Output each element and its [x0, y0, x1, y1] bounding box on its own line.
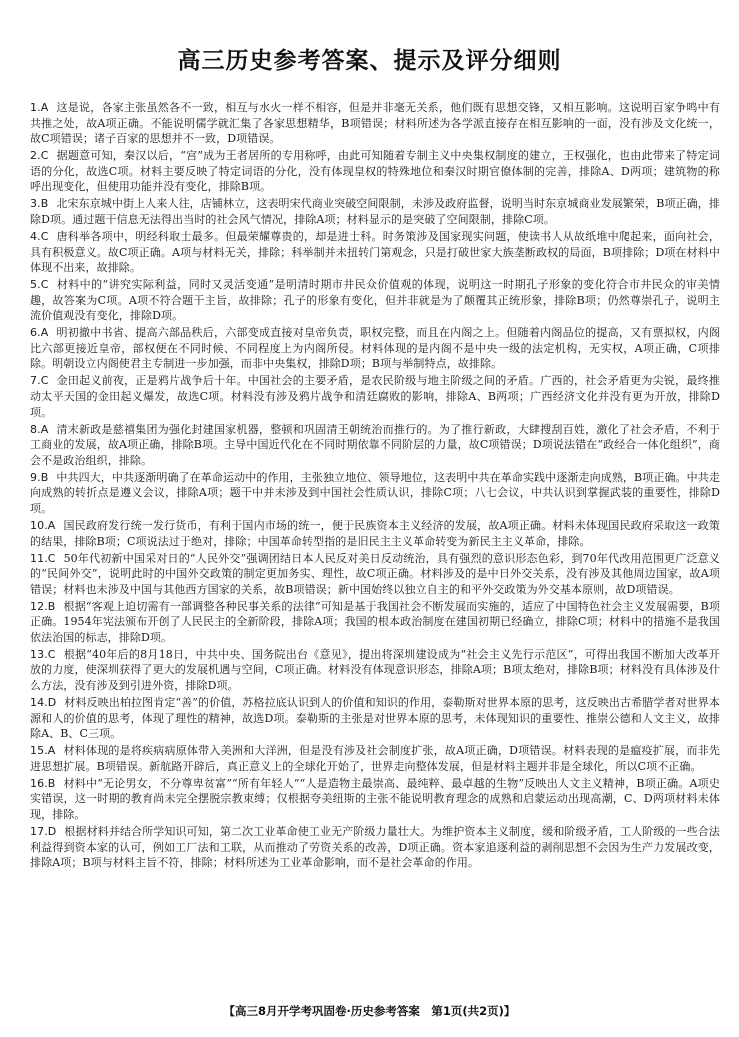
answer-letter: C: [47, 551, 56, 565]
answer-explanation: 据题意可知，秦汉以后，“宫”成为王者居所的专用称呼，由此可知随着专制主义中央集权制度的建立，王权强化，也由此带来了特定词语的分化，故选C项。材料主要反映了特定词语的分化，没有体现皇权的特殊地位和秦汉时期官僚体制的完善，排除A、D两项；建筑物的称呼出现变化，但使用功能并没有变化，排除B项。: [30, 149, 720, 194]
answer-item: [30, 148, 720, 195]
answer-explanation: 50年代初新中国采对日的“人民外交”强调团结日本人民反对美日反动统治，具有强烈的意识形态色彩，到70年代改用范围更广泛意义的“民间外交”，说明此时的中国外交政策的制定更加务实、理性，故C项正确。材料涉及的是中日外交关系，没有涉及其他周边国家，故A项错误；材料也未涉及中国与其他西方国家的关系，故B项错误；新中国始终以独立自主的和平外交政策为外交基本原则，故D项错误。: [30, 551, 720, 596]
question-number: 7.: [30, 374, 41, 388]
answer-explanation: 材料反映出柏拉图肯定“善”的价值，苏格拉底认识到人的价值和知识的作用，泰勒斯对世界本原的思考，这反映出古希腊学者对世界本源和人的价值的思考，体现了理性的精神，故选D项。泰勒斯的主张是对世界本原的思考，未体现知识的重要性、推崇公德和人文主义，故排除A、B、C三项。: [30, 696, 720, 741]
answer-explanation: 材料中“无论男女，不分尊卑贫富”“所有年轻人”“人是造物主最崇高、最纯粹、最卓越的生物”反映出人文主义精神，B项正确。A项史实错误，这一时期的教育尚未完全摆脱宗教束缚；仅根据夸美纽斯的主张不能说明教育理念的成熟和启蒙运动出现高潮，C、D两项材料未体现，排除。: [30, 776, 720, 821]
question-number: 1.: [30, 101, 41, 114]
answer-item: [30, 373, 720, 420]
question-number: 13.: [30, 647, 48, 661]
answer-item: [30, 647, 720, 694]
answer-explanation: 唐科举各项中，明经科取士最多。但最荣耀尊贵的，却是进士科。时务策涉及国家现实问题，使读书人从故纸堆中爬起来，面向社会，具有积极意义。故C项正确。A项与材料无关，排除；科举制并未扭转门第观念，只是打破世家大族垄断政权的局面，B项排除；D项在材料中体现不出来，故排除。: [30, 229, 720, 275]
question-number: 2.: [30, 149, 41, 163]
question-number: 17.: [30, 824, 48, 838]
answer-explanation: 国民政府发行统一发行货币，有利于国内市场的统一，便于民族资本主义经济的发展，故A项正确。材料未体现国民政府采取这一政策的结果，排除B项；C项说法过于绝对，排除；中国革命转型指的是旧民主主义革命转变为新民主主义革命，排除。: [30, 518, 720, 548]
answer-letter: B: [40, 470, 49, 484]
answer-letter: C: [40, 374, 49, 388]
answer-letter: C: [47, 647, 56, 661]
answer-letter: C: [40, 278, 49, 292]
answer-item: [30, 551, 720, 598]
answer-letter: C: [40, 149, 49, 163]
question-number: 14.: [30, 696, 48, 710]
page-footer: 【高三8月开学考巩固卷·历史参考答案 第1页(共2页)】: [223, 1004, 516, 1018]
question-number: 4.: [30, 229, 41, 243]
answer-explanation: 明初撤中书省、提高六部品秩后，六部变成直接对皇帝负责，职权完整，而且在内阁之上。但随着内阁品位的提高，又有票拟权，内阁比六部更接近皇帝，部权便在不同时候、不同程度上为内阁所侵。材料体现的是内阁不是中央一级的法定机构，无实权，A项正确，C项排除。明朝设立内阁使君主专制进一步加强，而非中央集权，排除D项；B项与举制特点，故排除。: [30, 326, 720, 371]
answer-letter: A: [40, 422, 49, 436]
question-number: 12.: [30, 599, 48, 613]
answer-item: [30, 470, 720, 517]
answer-explanation: 材料体现的是将疾病病原体带入美洲和大洋洲，但是没有涉及社会制度扩张，故A项正确，D项错误。材料表现的是瘟疫扩展，而非先进思想扩展。B项错误。新航路开辟后，真正意义上的全球化开始了，世界走向整体发展，但是材料主题并非是全球化，所以C项不正确。: [30, 744, 720, 773]
answer-letter: A: [40, 326, 49, 340]
answer-explanation: 金田起义前夜，正是鸦片战争后十年。中国社会的主要矛盾，是农民阶级与地主阶级之间的矛盾。广西的，社会矛盾更为尖锐，最终推动太平天国的金田起义爆发，故选C项。材料没有涉及鸦片战争和清廷腐败的影响，排除A、B两项；广西经济文化并没有更为开放，排除D项。: [30, 374, 720, 419]
answer-explanation: 北宋东京城中街上人来人往，店铺林立，这表明宋代商业突破空间限制，未涉及政府监督，说明当时东京城商业发展繁荣，B项正确，排除D项。通过题干信息无法得出当时的社会风气情况，排除A项；材料显示的是突破了空间限制，排除C项。: [30, 197, 720, 226]
answer-letter: B: [47, 776, 56, 790]
answer-item: [30, 824, 720, 871]
answer-item: [30, 196, 720, 227]
answer-item: [30, 695, 720, 742]
answer-explanation: 根据“客观上迫切需有一部调整各种民事关系的法律”可知是基于我国社会不断发展而实施的，适应了中国特色社会主义发展需要，B项正确。1954年宪法颁布开创了人民民主的全新阶段，排除A项；我国的根本政治制度在建国初期已经确立，排除C项；材料中的措施不是我国依法治国的标志，排除D项。: [30, 599, 720, 644]
answer-explanation: 中共四大，中共逐渐明确了在革命运动中的作用，主张独立地位、领导地位，这表明中共在革命实践中逐渐走向成熟，B项正确。中共走向成熟的转折点是遵义会议，排除A项；题干中并未涉及到中国社会性质认识，排除C项；八七会议，中共认识到掌握武装的重要性，排除D项。: [30, 470, 720, 515]
answer-letter: A: [47, 518, 56, 532]
answer-item: [30, 776, 720, 823]
question-number: 11.: [30, 551, 48, 565]
answer-item: [30, 422, 720, 469]
answer-item: [30, 277, 720, 324]
answer-letter: D: [47, 696, 57, 710]
answer-list: [30, 100, 720, 872]
answer-explanation: 材料中的“讲究实际利益，同时又灵活变通”是明清时期市井民众价值观的体现，说明这一时期孔子形象的变化符合市井民众的审美情趣，故答案为C项。A项不符合题干主旨，故排除；孔子的形象有变化，但并非就是为了颠覆其正统形象，排除B项；仍然尊崇孔子，说明主流价值观没有变化，排除D项。: [30, 278, 720, 323]
answer-explanation: 这是说，各家主张虽然各不一致，相互与水火一样不相容，但是并非毫无关系，他们既有思想交锋，又相互影响。这说明百家争鸣中有共推之处，故A项正确。不能说明儒学就汇集了各家思想精华，B项错误；材料所述为各学派直接存在相互影响的一面，没有涉及文化统一，故C项错误；诸子百家的思想并不一致，D项错误。: [30, 101, 720, 146]
answer-explanation: 清末新政是慈禧集团为强化封建国家机器，整顿和巩固清王朝统治而推行的。为了推行新政，大肆搜刮百姓，激化了社会矛盾，不利于工商业的发展，故A项正确，排除B项。主导中国近代化在不同时期依靠不同阶层的力量，故C项错误；D项说法错在“政经合一体化组织”，商会不是政治组织，排除。: [30, 422, 720, 467]
question-number: 3.: [30, 197, 41, 211]
answer-letter: A: [40, 101, 49, 114]
answer-item: [30, 743, 720, 774]
question-number: 16.: [30, 776, 48, 790]
answer-letter: A: [47, 744, 56, 758]
answer-letter: B: [47, 599, 56, 613]
answer-letter: C: [40, 229, 49, 243]
answer-item: [30, 325, 720, 372]
question-number: 10.: [30, 518, 48, 532]
answer-item: [30, 599, 720, 646]
page-title: 高三历史参考答案、提示及评分细则: [177, 48, 562, 74]
answer-item: [30, 229, 720, 276]
question-number: 5.: [30, 278, 41, 292]
question-number: 15.: [30, 744, 48, 758]
answer-explanation: 根据材料并结合所学知识可知，第二次工业革命使工业无产阶级力量壮大。为维护资本主义制度，缓和阶级矛盾，工人阶级的一些合法利益得到资本家的认可，例如工厂法和工联，从而推动了劳资关系的改善，D项正确。资本家追逐利益的剥削思想不会因为生产力发展改变，排除A项；B项与材料主旨不符，排除；材料所述为工业革命影响，而不是社会革命的作用。: [30, 824, 720, 870]
answer-item: [30, 518, 720, 549]
question-number: 6.: [30, 326, 41, 340]
answer-letter: D: [47, 824, 57, 838]
answer-item: [30, 100, 720, 147]
question-number: 8.: [30, 422, 41, 436]
answer-letter: B: [40, 197, 49, 211]
question-number: 9.: [30, 470, 41, 484]
answer-explanation: 根据“40年后的8月18日，中共中央、国务院出台《意见》，提出将深圳建设成为“社会主义先行示范区”，可得出我国不断加大改革开放的力度，使深圳获得了更大的发展机遇与空间，C项正确。材料没有体现意识形态，排除A项；B项太绝对，排除B项；材料没有具体涉及什么方法，没有涉及到引进外资，排除D项。: [30, 647, 720, 693]
